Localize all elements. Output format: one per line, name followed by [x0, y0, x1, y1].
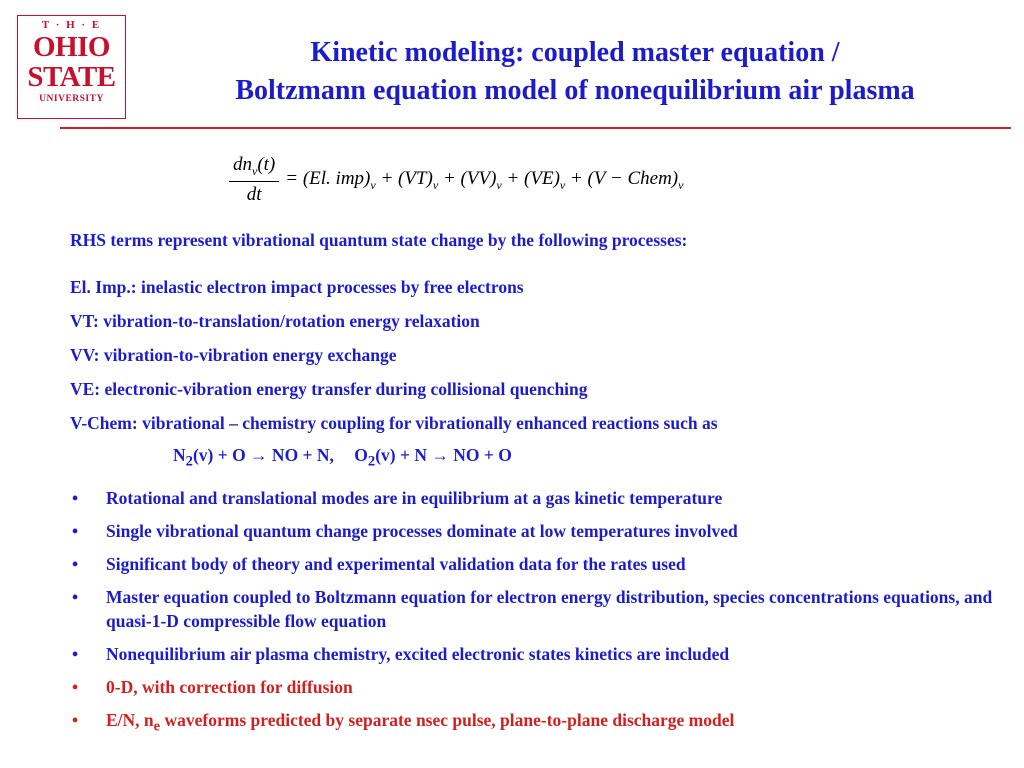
logo-university: UNIVERSITY	[39, 94, 104, 104]
process-vt: VT: vibration-to-translation/rotation energy relaxation	[70, 311, 480, 331]
reaction-n2: $N_2(v) + O$ → NO + N,	[173, 445, 334, 470]
title-line-2: Boltzmann equation model of nonequilibrium air plasma	[235, 75, 915, 106]
equation-term: + $(VV)_v$	[442, 167, 502, 192]
bullet-item: • Master equation coupled to Boltzmann equation for electron energy distribution, species concentrations equations, and quasi-1-D compressible flow equation	[72, 586, 993, 631]
bullet-item-highlight: • 0-D, with correction for diffusion	[72, 676, 353, 697]
equation-denominator: dt	[246, 183, 262, 205]
bullet-dot: •	[72, 553, 79, 574]
slide-title	[140, 34, 1010, 110]
process-el-imp: El. Imp.: inelastic electron impact processes by free electrons	[70, 277, 524, 297]
bullet-dot: •	[72, 586, 79, 607]
equation-numerator: $dn_v(t)$	[229, 154, 279, 182]
title-line-1: Kinetic modeling: coupled master equation /	[310, 37, 840, 68]
logo-ohio: OHIO	[33, 31, 110, 63]
bullet-dot: •	[72, 643, 79, 664]
title-divider	[60, 127, 1011, 129]
university-logo	[17, 15, 126, 119]
logo-the: T · H · E	[41, 19, 102, 31]
process-vv: VV: vibration-to-vibration energy exchange	[70, 345, 397, 365]
reaction-examples	[173, 440, 1010, 477]
bullet-item: • Nonequilibrium air plasma chemistry, excited electronic states kinetics are included	[72, 643, 730, 664]
bullet-dot: •	[72, 520, 79, 541]
bullet-item: • Single vibrational quantum change processes dominate at low temperatures involved	[72, 520, 738, 541]
logo-state: STATE	[27, 61, 116, 93]
bullet-dot: •	[72, 676, 79, 697]
bullet-list	[70, 486, 1010, 739]
master-equation	[229, 150, 683, 210]
process-ve: VE: electronic-vibration energy transfer during collisional quenching	[70, 379, 588, 399]
equation-term: = (El. $imp)_v$	[285, 167, 376, 192]
equation-term: + $(VE)_v$	[506, 167, 566, 192]
bullet-dot: •	[72, 709, 79, 730]
equation-lhs-fraction	[229, 154, 279, 206]
slide-body	[70, 228, 1010, 738]
bullet-item: • Rotational and translational modes are in equilibrium at a gas kinetic temperature	[72, 487, 723, 508]
bullet-item-highlight: • E/N, $n_e$ waveforms predicted by separate nsec pulse, plane-to-plane discharge model	[72, 709, 735, 734]
process-v-chem: V-Chem: vibrational – chemistry coupling for vibrationally enhanced reactions such as	[70, 413, 718, 433]
bullet-item: • Significant body of theory and experimental validation data for the rates used	[72, 553, 686, 574]
equation-term: + $(VT)_v$	[380, 167, 439, 192]
bullet-dot: •	[72, 487, 79, 508]
intro-text: RHS terms represent vibrational quantum state change by the following processes:	[70, 230, 688, 250]
equation-term: + $(V - Chem)_v$	[569, 167, 684, 192]
reaction-o2: $O_2(v) + N$ → NO + O	[354, 445, 512, 470]
